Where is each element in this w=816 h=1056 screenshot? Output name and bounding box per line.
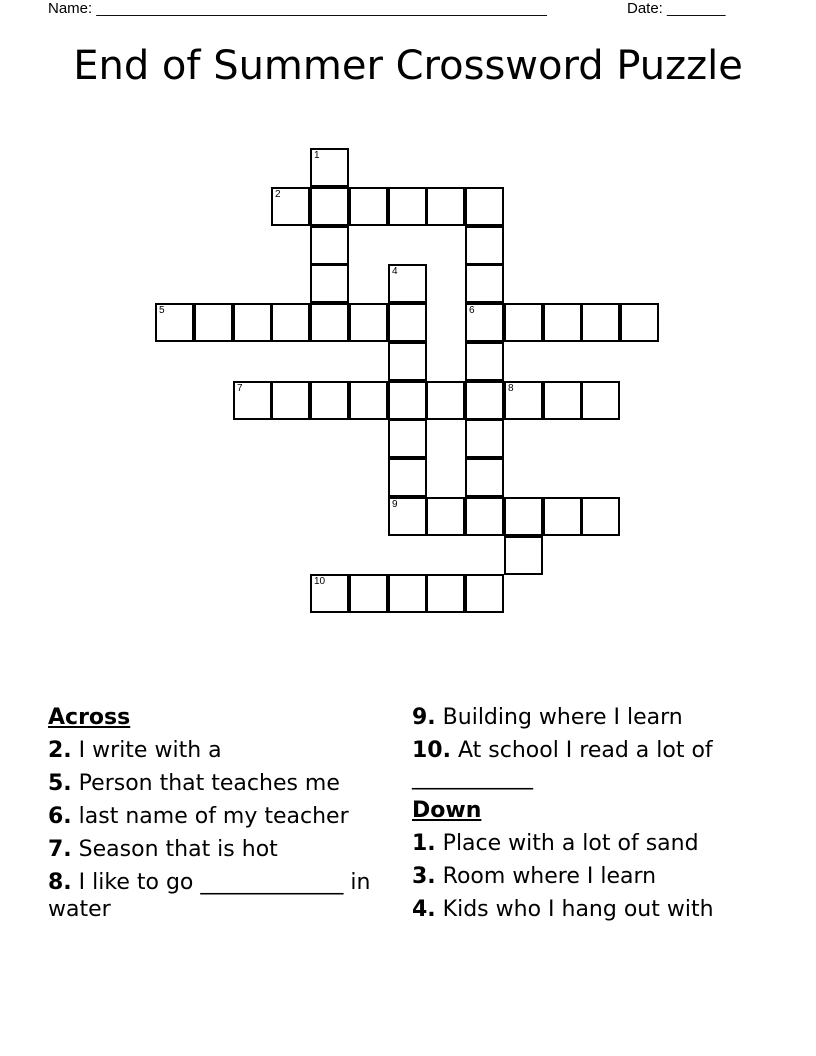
grid-cell[interactable] bbox=[310, 381, 349, 420]
clue-number: 2. bbox=[48, 738, 72, 763]
clue-text: Building where I learn bbox=[442, 705, 683, 730]
grid-cell[interactable] bbox=[426, 574, 465, 613]
grid-cell[interactable] bbox=[504, 303, 543, 342]
clue-text: Kids who I hang out with bbox=[442, 897, 714, 922]
grid-cell[interactable] bbox=[271, 303, 310, 342]
grid-cell[interactable] bbox=[388, 187, 427, 226]
clue-text: last name of my teacher bbox=[78, 804, 349, 829]
grid-cell[interactable] bbox=[310, 226, 349, 265]
grid-cell[interactable] bbox=[388, 497, 427, 536]
grid-cell[interactable] bbox=[465, 264, 504, 303]
grid-cell[interactable] bbox=[271, 187, 310, 226]
grid-cell[interactable] bbox=[388, 264, 427, 303]
cell-number: 5 bbox=[159, 305, 165, 316]
grid-cell[interactable] bbox=[271, 381, 310, 420]
down-heading: Down bbox=[412, 798, 482, 823]
clues-column-left bbox=[48, 704, 388, 929]
grid-cell[interactable] bbox=[388, 574, 427, 613]
grid-cell[interactable] bbox=[388, 342, 427, 381]
grid-cell[interactable] bbox=[349, 187, 388, 226]
clue-text: Season that is hot bbox=[78, 837, 278, 862]
clue-number: 7. bbox=[48, 837, 72, 862]
grid-cell[interactable] bbox=[465, 226, 504, 265]
cell-number: 7 bbox=[237, 383, 243, 394]
grid-cell[interactable] bbox=[194, 303, 233, 342]
grid-cell[interactable] bbox=[155, 303, 194, 342]
grid-cell[interactable] bbox=[349, 303, 388, 342]
grid-cell[interactable] bbox=[504, 381, 543, 420]
cell-number: 1 bbox=[314, 150, 320, 161]
clue-number: 10. bbox=[412, 738, 451, 763]
across-heading: Across bbox=[48, 705, 131, 730]
grid-cell[interactable] bbox=[426, 187, 465, 226]
down-clue-1 bbox=[412, 830, 772, 857]
grid-cell[interactable] bbox=[465, 303, 504, 342]
cell-number: 10 bbox=[314, 576, 326, 587]
down-clue-3 bbox=[412, 863, 772, 890]
clue-number: 6. bbox=[48, 804, 72, 829]
grid-cell[interactable] bbox=[465, 419, 504, 458]
across-clue-8 bbox=[48, 869, 388, 923]
grid-cell[interactable] bbox=[426, 381, 465, 420]
clue-number: 3. bbox=[412, 864, 436, 889]
grid-cell[interactable] bbox=[233, 303, 272, 342]
grid-cell[interactable] bbox=[465, 458, 504, 497]
grid-cell[interactable] bbox=[310, 303, 349, 342]
grid-cell[interactable] bbox=[581, 303, 620, 342]
grid-cell[interactable] bbox=[465, 187, 504, 226]
grid-cell[interactable] bbox=[504, 497, 543, 536]
page-title: End of Summer Crossword Puzzle bbox=[73, 43, 743, 89]
across-clue-10 bbox=[412, 737, 772, 791]
across-clue-5 bbox=[48, 770, 388, 797]
down-clue-4 bbox=[412, 896, 772, 923]
cell-number: 8 bbox=[508, 383, 514, 394]
grid-cell[interactable] bbox=[543, 497, 582, 536]
name-field-label: Name: ______________________________________________________ bbox=[48, 0, 547, 17]
across-clue-2 bbox=[48, 737, 388, 764]
clues-column-right bbox=[412, 704, 772, 929]
cell-number: 9 bbox=[392, 499, 398, 510]
grid-cell[interactable] bbox=[465, 574, 504, 613]
grid-cell[interactable] bbox=[504, 536, 543, 575]
grid-cell[interactable] bbox=[233, 381, 272, 420]
grid-cell[interactable] bbox=[310, 574, 349, 613]
grid-cell[interactable] bbox=[465, 497, 504, 536]
grid-cell[interactable] bbox=[310, 187, 349, 226]
grid-cell[interactable] bbox=[543, 303, 582, 342]
grid-cell[interactable] bbox=[620, 303, 659, 342]
grid-cell[interactable] bbox=[388, 381, 427, 420]
clue-number: 1. bbox=[412, 831, 436, 856]
clue-text: Person that teaches me bbox=[78, 771, 340, 796]
grid-cell[interactable] bbox=[310, 148, 349, 187]
grid-cell[interactable] bbox=[388, 458, 427, 497]
clue-text: At school I read a lot of ___________ bbox=[412, 738, 713, 790]
grid-cell[interactable] bbox=[388, 303, 427, 342]
grid-cell[interactable] bbox=[465, 381, 504, 420]
across-clue-7 bbox=[48, 836, 388, 863]
clue-text: Place with a lot of sand bbox=[442, 831, 699, 856]
grid-cell[interactable] bbox=[426, 497, 465, 536]
date-field-label: Date: _______ bbox=[627, 0, 726, 17]
across-clue-6 bbox=[48, 803, 388, 830]
clue-text: I write with a bbox=[78, 738, 222, 763]
grid-cell[interactable] bbox=[349, 574, 388, 613]
cell-number: 2 bbox=[275, 189, 281, 200]
grid-cell[interactable] bbox=[543, 381, 582, 420]
clue-text: Room where I learn bbox=[442, 864, 657, 889]
grid-cell[interactable] bbox=[310, 264, 349, 303]
cell-number: 6 bbox=[469, 305, 475, 316]
clue-number: 4. bbox=[412, 897, 436, 922]
clue-text: I like to go _____________ in water bbox=[48, 870, 371, 922]
clue-number: 5. bbox=[48, 771, 72, 796]
grid-cell[interactable] bbox=[388, 419, 427, 458]
clue-number: 9. bbox=[412, 705, 436, 730]
clue-number: 8. bbox=[48, 870, 72, 895]
across-clue-9 bbox=[412, 704, 772, 731]
grid-cell[interactable] bbox=[581, 497, 620, 536]
grid-cell[interactable] bbox=[465, 342, 504, 381]
grid-cell[interactable] bbox=[349, 381, 388, 420]
grid-cell[interactable] bbox=[581, 381, 620, 420]
cell-number: 4 bbox=[392, 266, 398, 277]
